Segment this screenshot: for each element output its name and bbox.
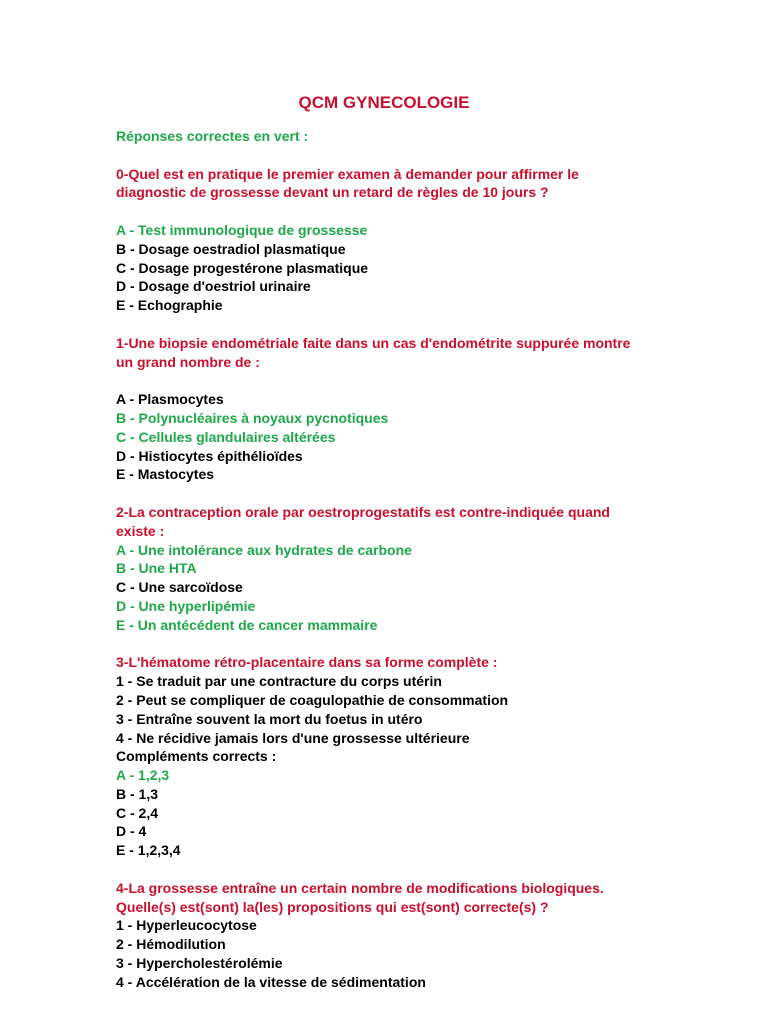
intro-text: Réponses correctes en vert : xyxy=(116,128,309,144)
page-title: QCM GYNECOLOGIE xyxy=(298,93,470,112)
question-text: diagnostic de grossesse devant un retard de règles de 10 jours ? xyxy=(116,184,549,201)
question-1 xyxy=(116,334,676,484)
answer-option: E - 1,2,3,4 xyxy=(116,842,181,859)
answer-option-correct: C - Cellules glandulaires altérées xyxy=(116,428,336,445)
answer-option: B - Dosage oestradiol plasmatique xyxy=(116,240,346,257)
question-text: 4-La grossesse entraîne un certain nombre de modifications biologiques. xyxy=(116,879,604,896)
question-2 xyxy=(116,503,676,635)
answer-option-correct: D - Une hyperlipémie xyxy=(116,597,256,614)
answer-option: C - 2,4 xyxy=(116,804,159,821)
answer-option: D - Histiocytes épithélioïdes xyxy=(116,447,303,464)
answer-option: E - Mastocytes xyxy=(116,466,215,483)
question-4 xyxy=(116,879,676,992)
answer-option: C - Dosage progestérone plasmatique xyxy=(116,259,369,276)
qcm-content xyxy=(116,127,676,992)
question-text: existe : xyxy=(116,522,165,539)
question-3 xyxy=(116,653,676,860)
answer-option-correct: A - 1,2,3 xyxy=(116,767,170,784)
answer-option-correct: A - Une intolérance aux hydrates de carbone xyxy=(116,541,412,558)
question-text: 2-La contraception orale par oestroprogestatifs est contre-indiquée quand xyxy=(116,503,610,520)
proposition: 4 - Accélération de la vitesse de sédimentation xyxy=(116,973,426,990)
question-text: Quelle(s) est(sont) la(les) propositions qui est(sont) correcte(s) ? xyxy=(116,898,549,915)
answer-option-correct: B - Une HTA xyxy=(116,560,197,577)
proposition: 3 - Entraîne souvent la mort du foetus in utéro xyxy=(116,710,423,727)
proposition: 2 - Peut se compliquer de coagulopathie de consommation xyxy=(116,691,509,708)
question-text: 1-Une biopsie endométriale faite dans un cas d'endométrite suppurée montre xyxy=(116,334,631,351)
question-0 xyxy=(116,165,676,315)
answer-option: D - Dosage d'oestriol urinaire xyxy=(116,278,311,295)
answer-option-correct: B - Polynucléaires à noyaux pycnotiques xyxy=(116,409,389,426)
complements-label: Compléments corrects : xyxy=(116,748,277,765)
answer-option: B - 1,3 xyxy=(116,785,159,802)
answer-option-correct: E - Un antécédent de cancer mammaire xyxy=(116,616,378,633)
proposition: 3 - Hypercholestérolémie xyxy=(116,955,283,972)
proposition: 4 - Ne récidive jamais lors d'une grossesse ultérieure xyxy=(116,729,470,746)
question-text: 0-Quel est en pratique le premier examen à demander pour affirmer le xyxy=(116,165,579,182)
answer-option: A - Plasmocytes xyxy=(116,391,224,408)
question-text: 3-L'hématome rétro-placentaire dans sa forme complète : xyxy=(116,654,498,671)
proposition: 1 - Hyperleucocytose xyxy=(116,917,257,934)
answer-option-correct: A - Test immunologique de grossesse xyxy=(116,221,368,238)
question-text: un grand nombre de : xyxy=(116,353,260,370)
proposition: 2 - Hémodilution xyxy=(116,936,226,953)
answer-option: D - 4 xyxy=(116,823,147,840)
answer-option: E - Echographie xyxy=(116,297,223,314)
proposition: 1 - Se traduit par une contracture du corps utérin xyxy=(116,673,442,690)
answer-option: C - Une sarcoïdose xyxy=(116,579,243,596)
